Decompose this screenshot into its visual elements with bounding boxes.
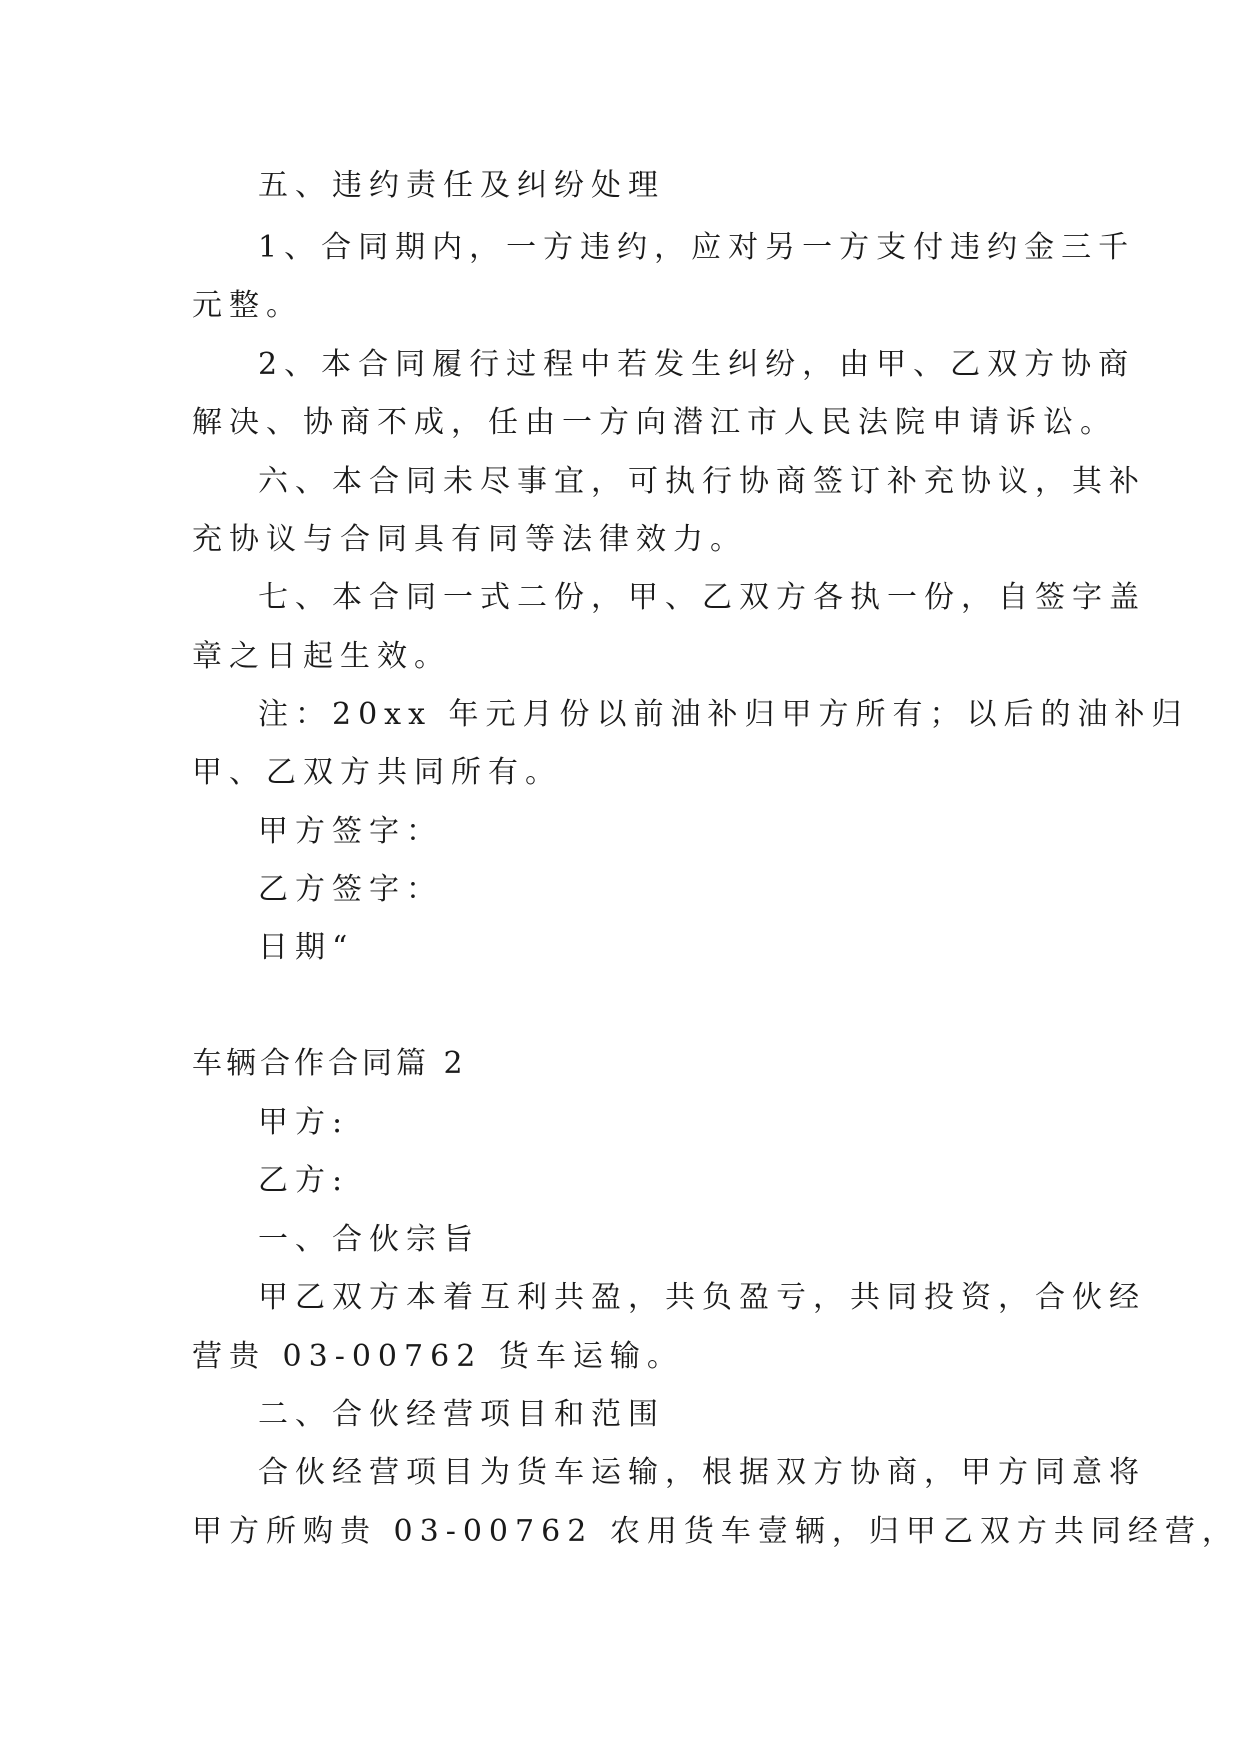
paragraph-line: 甲方所购贵 03-00762 农用货车壹辆，归甲乙双方共同经营， [192,1514,1239,1549]
note-line: 注：20xx 年元月份以前油补归甲方所有；以后的油补归 [258,697,1189,732]
section-heading-scope: 二、合伙经营项目和范围 [258,1397,665,1432]
contract-title: 车辆合作合同篇 2 [192,1046,467,1081]
party-b-label: 乙方: [258,1163,350,1198]
paragraph-line: 2、本合同履行过程中若发生纠纷，由甲、乙双方协商 [258,347,1136,382]
party-a-label: 甲方: [258,1105,350,1140]
paragraph-line: 七、本合同一式二份，甲、乙双方各执一份，自签字盖 [258,580,1146,615]
paragraph-line: 解决、协商不成，任由一方向潜江市人民法院申请诉讼。 [192,405,1117,440]
paragraph-line: 充协议与合同具有同等法律效力。 [192,522,747,557]
note-line: 甲、乙双方共同所有。 [192,755,562,790]
paragraph-line: 元整。 [192,288,303,323]
section-heading-breach-liability: 五、违约责任及纠纷处理 [258,168,665,203]
paragraph-line: 六、本合同未尽事宜，可执行协商签订补充协议，其补 [258,464,1146,499]
party-a-signature-label: 甲方签字： [258,814,443,849]
paragraph-line: 甲乙双方本着互利共盈，共负盈亏，共同投资，合伙经 [258,1280,1146,1315]
paragraph-line: 营贵 03-00762 货车运输。 [192,1339,684,1374]
party-b-signature-label: 乙方签字： [258,872,443,907]
paragraph-line: 章之日起生效。 [192,639,451,674]
paragraph-line: 合伙经营项目为货车运输，根据双方协商，甲方同意将 [258,1455,1146,1490]
date-label: 日期“ [258,930,355,965]
paragraph-line: 1、合同期内，一方违约，应对另一方支付违约金三千 [258,230,1136,265]
section-heading-purpose: 一、合伙宗旨 [258,1222,480,1257]
